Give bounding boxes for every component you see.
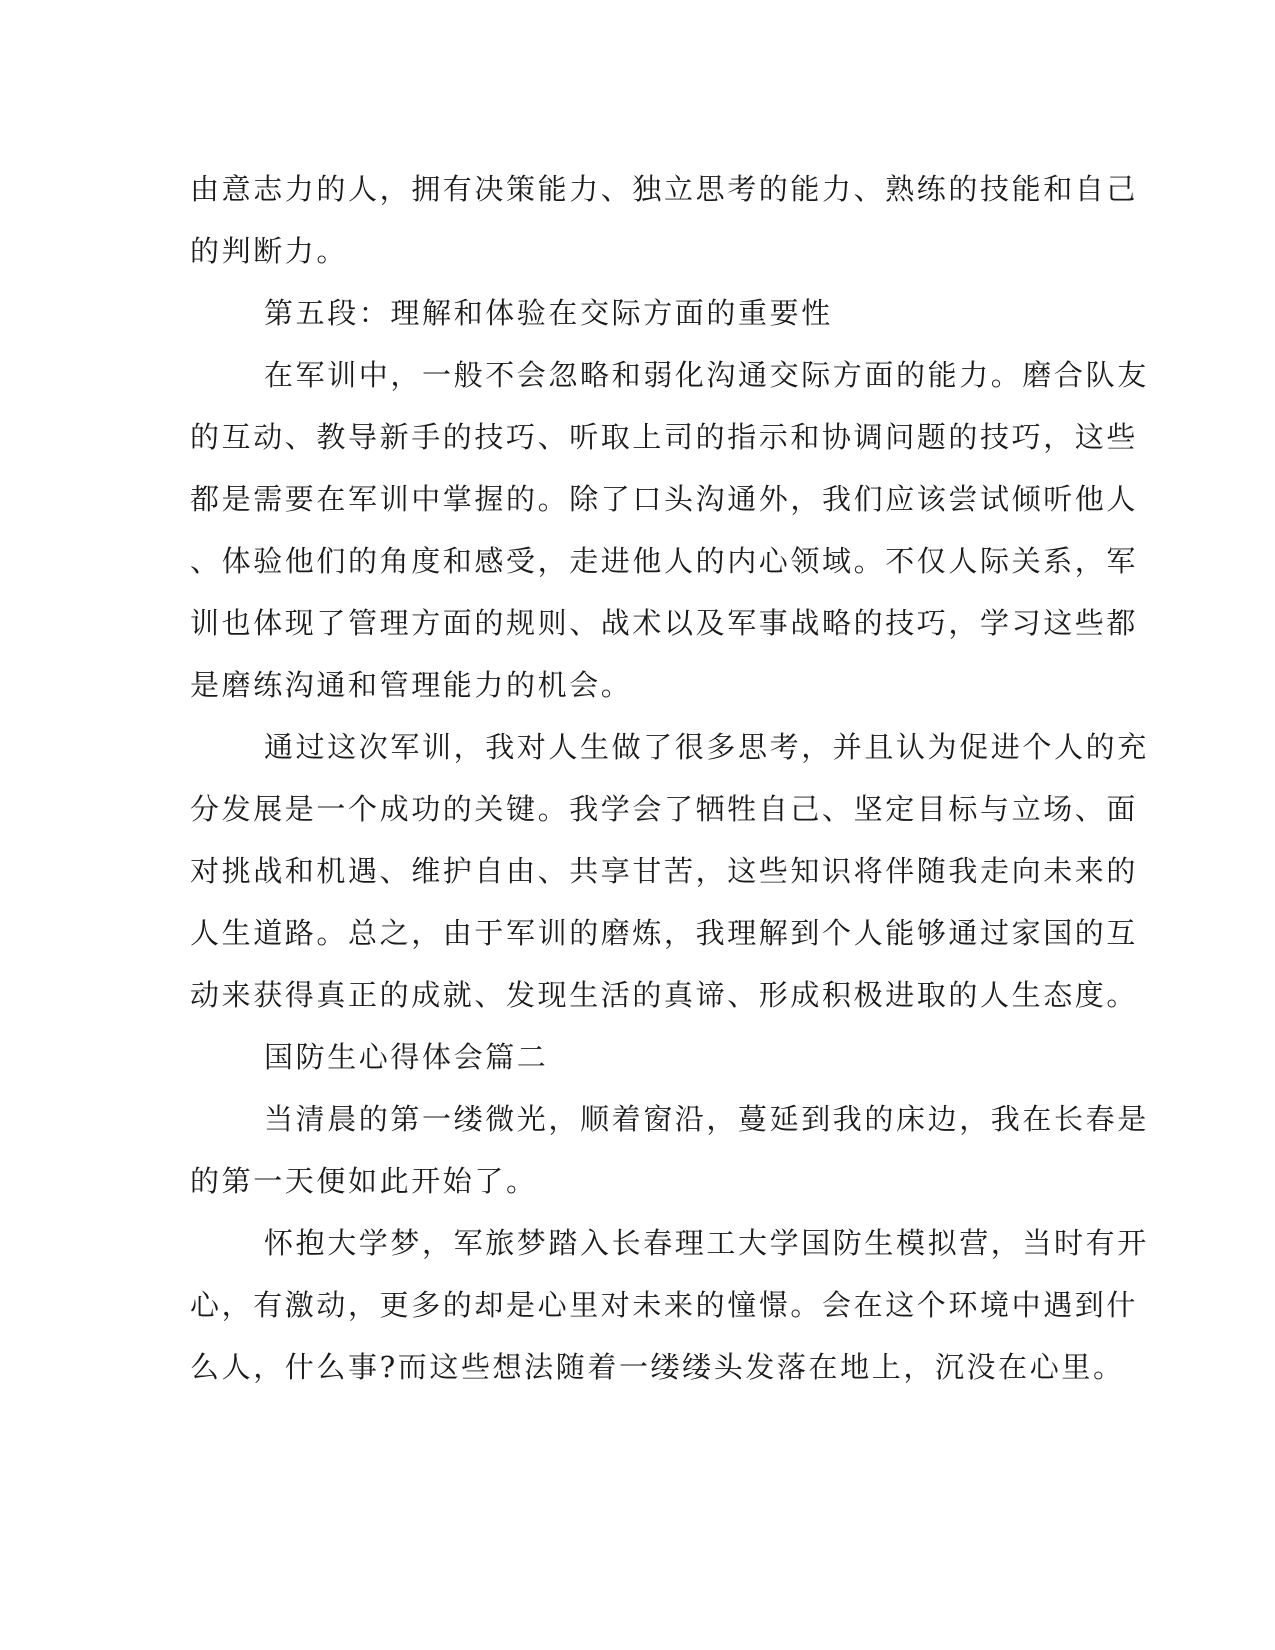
article-title: 国防生心得体会篇二 <box>264 1040 549 1074</box>
section-heading: 第五段：理解和体验在交际方面的重要性 <box>264 296 833 330</box>
text-line: 的互动、教导新手的技巧、听取上司的指示和协调问题的技巧，这些 <box>190 420 1139 454</box>
text-line: 训也体现了管理方面的规则、战术以及军事战略的技巧，学习这些都 <box>190 606 1139 640</box>
text-line: 动来获得真正的成就、发现生活的真谛、形成积极进取的人生态度。 <box>190 978 1139 1012</box>
text-line: 么人，什么事?而这些想法随着一缕缕头发落在地上，沉没在心里。 <box>190 1350 1125 1384</box>
text-line: 是磨练沟通和管理能力的机会。 <box>190 668 633 702</box>
text-line: 人生道路。总之，由于军训的磨炼，我理解到个人能够通过家国的互 <box>190 916 1139 950</box>
text-line: 都是需要在军训中掌握的。除了口头沟通外，我们应该尝试倾听他人 <box>190 482 1139 516</box>
paragraph-start: 当清晨的第一缕微光，顺着窗沿，蔓延到我的床边，我在长春是 <box>264 1102 1149 1136</box>
text-line: 的第一天便如此开始了。 <box>190 1164 538 1198</box>
text-line: 心，有激动，更多的却是心里对未来的憧憬。会在这个环境中遇到什 <box>190 1288 1139 1322</box>
paragraph-start: 通过这次军训，我对人生做了很多思考，并且认为促进个人的充 <box>264 730 1149 764</box>
text-line: 分发展是一个成功的关键。我学会了牺牲自己、坚定目标与立场、面 <box>190 792 1139 826</box>
paragraph-start: 怀抱大学梦，军旅梦踏入长春理工大学国防生模拟营，当时有开 <box>264 1226 1149 1260</box>
document-body <box>190 158 1149 1398</box>
text-line: 对挑战和机遇、维护自由、共享甘苦，这些知识将伴随我走向未来的 <box>190 854 1139 888</box>
paragraph-start: 在军训中，一般不会忽略和弱化沟通交际方面的能力。磨合队友 <box>264 358 1149 392</box>
text-line: 由意志力的人，拥有决策能力、独立思考的能力、熟练的技能和自己 <box>190 172 1139 206</box>
text-line: 的判断力。 <box>190 234 349 268</box>
text-line: 、体验他们的角度和感受，走进他人的内心领域。不仅人际关系，军 <box>190 544 1139 578</box>
